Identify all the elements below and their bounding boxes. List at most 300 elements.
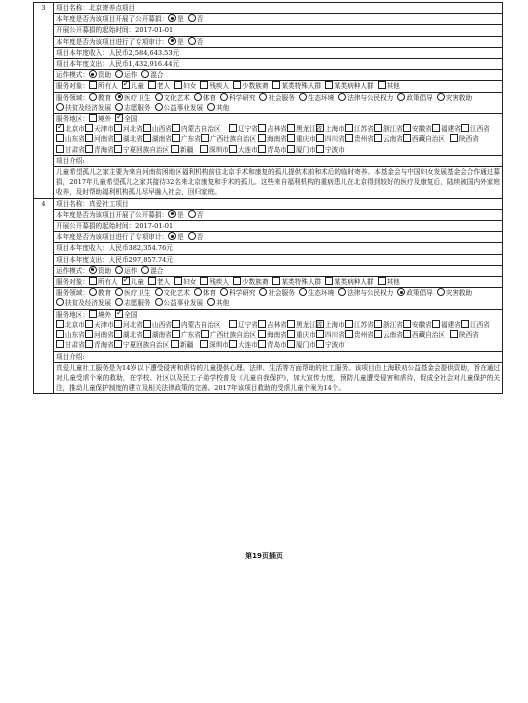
region-option[interactable] (287, 330, 316, 340)
checkbox-empty-icon[interactable] (432, 124, 440, 132)
checkbox-empty-icon[interactable] (143, 124, 151, 132)
checkbox-empty-icon[interactable] (403, 124, 411, 132)
checkbox-empty-icon[interactable] (258, 145, 266, 153)
radio-empty-icon[interactable] (299, 288, 307, 296)
checkbox-empty-icon[interactable] (200, 145, 208, 153)
radio-checked-icon[interactable] (115, 93, 123, 101)
radio-empty-icon[interactable] (259, 288, 267, 296)
public-fundraising-label: 本年度是否为该项目开展了公开募捐： (56, 210, 169, 219)
radio-empty-icon[interactable] (194, 288, 202, 296)
radio-empty-icon[interactable] (155, 93, 163, 101)
checkbox-empty-icon[interactable] (172, 330, 180, 338)
field-option[interactable] (397, 288, 432, 298)
radio-empty-icon[interactable] (259, 93, 267, 101)
field-option[interactable] (56, 103, 111, 113)
field-option-label: 法律与公民权力 (347, 93, 394, 102)
radio-empty-icon[interactable] (207, 298, 215, 306)
field-option[interactable] (338, 93, 393, 103)
field-option[interactable] (259, 93, 294, 103)
checkbox-empty-icon[interactable] (174, 81, 182, 89)
checkbox-empty-icon[interactable] (345, 134, 353, 142)
field-option[interactable] (259, 288, 294, 298)
checkbox-empty-icon[interactable] (316, 330, 324, 338)
field-option[interactable] (155, 103, 204, 113)
field-option[interactable] (89, 288, 111, 298)
region-option[interactable] (114, 320, 143, 330)
special-audit-yes[interactable] (168, 232, 184, 242)
radio-empty-icon[interactable] (115, 70, 123, 78)
target-option[interactable] (174, 81, 196, 91)
region-option[interactable] (201, 330, 258, 340)
region-option[interactable] (287, 134, 316, 144)
checkbox-empty-icon[interactable] (378, 81, 386, 89)
checkbox-empty-icon[interactable] (148, 277, 156, 285)
expense-value: 人民币1,432,916.44元 (108, 60, 180, 69)
radio-empty-icon[interactable] (56, 103, 64, 111)
radio-empty-icon[interactable] (194, 93, 202, 101)
field-option[interactable] (299, 288, 334, 298)
special-audit-yes[interactable] (168, 37, 184, 47)
checkbox-empty-icon[interactable] (287, 124, 295, 132)
region-option[interactable] (450, 330, 479, 340)
target-option-label: 妇女 (183, 278, 197, 287)
region-option[interactable] (287, 145, 316, 155)
region-option[interactable] (85, 320, 114, 330)
special-audit-no[interactable] (188, 37, 204, 47)
checkbox-empty-icon[interactable] (403, 330, 411, 338)
region-option[interactable] (171, 145, 200, 155)
target-option[interactable] (89, 277, 118, 287)
radio-empty-icon[interactable] (89, 288, 97, 296)
checkbox-empty-icon[interactable] (287, 320, 295, 328)
checkbox-empty-icon[interactable] (461, 320, 469, 328)
income-label: 项目本年度收入： (56, 48, 109, 57)
radio-empty-icon[interactable] (220, 288, 228, 296)
checkbox-empty-icon[interactable] (325, 81, 333, 89)
target-option[interactable] (272, 277, 321, 287)
radio-empty-icon[interactable] (437, 288, 445, 296)
checkbox-empty-icon[interactable] (432, 320, 440, 328)
target-option[interactable] (174, 277, 196, 287)
region-option[interactable] (461, 124, 490, 134)
region-option[interactable] (171, 340, 200, 350)
region-option[interactable] (403, 134, 450, 144)
region-option[interactable] (258, 340, 287, 350)
checkbox-empty-icon[interactable] (378, 277, 386, 285)
region-option[interactable] (229, 340, 258, 350)
public-fundraising-no-label: 否 (196, 210, 204, 219)
region-option-label: 宁夏回族自治区 (123, 341, 170, 350)
checkbox-empty-icon[interactable] (200, 81, 208, 89)
checkbox-empty-icon[interactable] (56, 145, 64, 153)
checkbox-empty-icon[interactable] (258, 330, 266, 338)
field-option-label: 社会服务 (268, 93, 295, 102)
region-option[interactable] (450, 134, 479, 144)
radio-empty-icon[interactable] (437, 93, 445, 101)
checkbox-empty-icon[interactable] (272, 81, 280, 89)
target-option[interactable] (272, 81, 321, 91)
checkbox-empty-icon[interactable] (89, 81, 97, 89)
field-option[interactable] (194, 288, 216, 298)
region-option[interactable] (85, 340, 114, 350)
field-option[interactable] (220, 93, 255, 103)
radio-empty-icon[interactable] (115, 103, 123, 111)
region-option[interactable] (258, 124, 287, 134)
radio-empty-icon[interactable] (89, 93, 97, 101)
checkbox-empty-icon[interactable] (200, 340, 208, 348)
region-option[interactable] (56, 124, 85, 134)
region-option[interactable] (316, 124, 345, 134)
checkbox-empty-icon[interactable] (345, 124, 353, 132)
checkbox-empty-icon[interactable] (287, 330, 295, 338)
checkbox-empty-icon[interactable] (114, 134, 122, 142)
special-audit-no[interactable] (188, 232, 204, 242)
field-option[interactable] (207, 298, 229, 308)
radio-checked-icon[interactable] (89, 70, 97, 78)
checkbox-empty-icon[interactable] (316, 320, 324, 328)
field-option[interactable] (115, 93, 150, 103)
region-option[interactable] (345, 320, 374, 330)
region-option[interactable] (432, 124, 461, 134)
region-option[interactable] (114, 134, 143, 144)
radio-empty-icon[interactable] (397, 93, 405, 101)
intro-label-row (54, 352, 502, 363)
scope-option[interactable] (89, 114, 111, 124)
field-option[interactable] (194, 93, 216, 103)
target-option[interactable] (148, 277, 170, 287)
radio-empty-icon[interactable] (155, 298, 163, 306)
region-option[interactable] (316, 145, 345, 155)
region-option[interactable] (114, 145, 171, 155)
region-option[interactable] (172, 320, 229, 330)
checkbox-empty-icon[interactable] (200, 277, 208, 285)
region-option[interactable] (258, 145, 287, 155)
region-option[interactable] (374, 320, 403, 330)
target-option[interactable] (89, 81, 118, 91)
public-fundraising-row (54, 210, 502, 221)
checkbox-empty-icon[interactable] (316, 124, 324, 132)
region-option[interactable] (461, 320, 490, 330)
region-option[interactable] (287, 320, 323, 330)
checkbox-empty-icon[interactable] (85, 320, 93, 328)
target-option[interactable] (122, 81, 144, 91)
income-row (54, 48, 502, 59)
region-option-label: 天津市 (94, 125, 114, 134)
checkbox-empty-icon[interactable] (272, 277, 280, 285)
radio-empty-icon[interactable] (56, 298, 64, 306)
radio-checked-icon[interactable] (168, 14, 176, 22)
checkbox-empty-icon[interactable] (172, 320, 180, 328)
checkbox-empty-icon[interactable] (287, 134, 295, 142)
field-option[interactable] (155, 288, 190, 298)
checkbox-checked-icon[interactable] (122, 277, 130, 285)
region-option[interactable] (374, 124, 403, 134)
radio-empty-icon[interactable] (188, 232, 196, 240)
checkbox-empty-icon[interactable] (450, 134, 458, 142)
public-fundraising-yes[interactable] (168, 210, 184, 220)
public-fundraising-no[interactable] (188, 210, 204, 220)
checkbox-empty-icon[interactable] (56, 340, 64, 348)
region-option[interactable] (316, 320, 345, 330)
checkbox-empty-icon[interactable] (85, 124, 93, 132)
radio-empty-icon[interactable] (220, 93, 228, 101)
region-option[interactable] (374, 330, 403, 340)
region-option[interactable] (114, 330, 143, 340)
region-option[interactable] (403, 320, 432, 330)
region-option[interactable] (143, 330, 172, 340)
public-fundraising-yes[interactable] (168, 14, 184, 24)
start-date-row (54, 221, 502, 232)
radio-empty-icon[interactable] (115, 288, 123, 296)
region-option-label: 新疆 (180, 341, 194, 350)
checkbox-empty-icon[interactable] (316, 134, 324, 142)
scope-option[interactable] (115, 310, 137, 320)
field-option[interactable] (207, 103, 229, 113)
checkbox-empty-icon[interactable] (258, 134, 266, 142)
field-option[interactable] (56, 298, 111, 308)
checkbox-checked-icon[interactable] (56, 124, 64, 132)
region-option[interactable] (287, 340, 316, 350)
region-option[interactable] (85, 134, 114, 144)
field-option-label: 科学研究 (229, 289, 256, 298)
mode-option[interactable] (141, 70, 163, 80)
target-option[interactable] (233, 277, 268, 287)
field-option[interactable] (437, 93, 472, 103)
checkbox-empty-icon[interactable] (172, 124, 180, 132)
checkbox-empty-icon[interactable] (287, 145, 295, 153)
region-option[interactable] (143, 320, 172, 330)
region-option[interactable] (56, 340, 85, 350)
checkbox-empty-icon[interactable] (229, 340, 237, 348)
radio-checked-icon[interactable] (168, 232, 176, 240)
checkbox-empty-icon[interactable] (374, 134, 382, 142)
checkbox-empty-icon[interactable] (287, 340, 295, 348)
region-option[interactable] (172, 330, 201, 340)
checkbox-empty-icon[interactable] (85, 340, 93, 348)
region-option[interactable] (403, 330, 450, 340)
checkbox-empty-icon[interactable] (201, 134, 209, 142)
checkbox-empty-icon[interactable] (56, 330, 64, 338)
region-option[interactable] (85, 124, 114, 134)
checkbox-empty-icon[interactable] (325, 277, 333, 285)
checkbox-empty-icon[interactable] (114, 145, 122, 153)
region-option[interactable] (200, 145, 229, 155)
checkbox-empty-icon[interactable] (89, 310, 97, 318)
region-option[interactable] (345, 124, 374, 134)
checkbox-empty-icon[interactable] (201, 330, 209, 338)
scope-option-label: 全国 (124, 115, 138, 124)
region-option[interactable] (114, 124, 143, 134)
checkbox-empty-icon[interactable] (345, 320, 353, 328)
checkbox-empty-icon[interactable] (316, 145, 324, 153)
checkbox-empty-icon[interactable] (143, 134, 151, 142)
region-option[interactable] (172, 124, 229, 134)
checkbox-empty-icon[interactable] (171, 340, 179, 348)
field-option[interactable] (220, 288, 255, 298)
region-option[interactable] (258, 320, 287, 330)
region-option[interactable] (229, 145, 258, 155)
checkbox-empty-icon[interactable] (114, 320, 122, 328)
radio-empty-icon[interactable] (155, 103, 163, 111)
checkbox-empty-icon[interactable] (374, 320, 382, 328)
target-option[interactable] (200, 277, 229, 287)
target-option-label: 儿童 (130, 82, 144, 91)
checkbox-empty-icon[interactable] (258, 340, 266, 348)
mode-option[interactable] (89, 266, 111, 276)
region-option[interactable] (229, 320, 258, 330)
scope-option[interactable] (115, 114, 137, 124)
checkbox-empty-icon[interactable] (345, 330, 353, 338)
checkbox-empty-icon[interactable] (85, 134, 93, 142)
region-option[interactable] (316, 134, 345, 144)
field-option[interactable] (299, 93, 334, 103)
target-option[interactable] (200, 81, 229, 91)
mode-option-label: 混合 (150, 71, 164, 80)
region-option[interactable] (432, 320, 461, 330)
checkbox-empty-icon[interactable] (148, 81, 156, 89)
region-option-label: 海南省 (267, 331, 287, 340)
field-option[interactable] (155, 93, 190, 103)
checkbox-empty-icon[interactable] (89, 114, 97, 122)
checkbox-checked-icon[interactable] (115, 310, 123, 318)
checkbox-empty-icon[interactable] (174, 277, 182, 285)
region-option-label: 贵州省 (354, 331, 374, 340)
checkbox-empty-icon[interactable] (403, 134, 411, 142)
field-option[interactable] (397, 93, 432, 103)
region-option-label: 云南省 (383, 331, 403, 340)
radio-empty-icon[interactable] (141, 266, 149, 274)
region-option[interactable] (85, 330, 114, 340)
checkbox-empty-icon[interactable] (461, 124, 469, 132)
checkbox-empty-icon[interactable] (114, 340, 122, 348)
checkbox-empty-icon[interactable] (85, 145, 93, 153)
scope-option[interactable] (89, 310, 111, 320)
region-option[interactable] (403, 124, 432, 134)
checkbox-checked-icon[interactable] (122, 81, 130, 89)
checkbox-empty-icon[interactable] (56, 134, 64, 142)
radio-empty-icon[interactable] (188, 210, 196, 218)
checkbox-empty-icon[interactable] (114, 124, 122, 132)
checkbox-empty-icon[interactable] (56, 320, 64, 328)
region-option[interactable] (143, 124, 172, 134)
region-option[interactable] (201, 134, 258, 144)
radio-checked-icon[interactable] (168, 37, 176, 45)
region-option-label: 湖北省 (123, 331, 143, 340)
checkbox-empty-icon[interactable] (85, 330, 93, 338)
radio-empty-icon[interactable] (188, 37, 196, 45)
checkbox-empty-icon[interactable] (233, 81, 241, 89)
region-option-label: 四川省 (325, 331, 345, 340)
radio-empty-icon[interactable] (338, 288, 346, 296)
radio-empty-icon[interactable] (338, 93, 346, 101)
field-option[interactable] (155, 298, 204, 308)
radio-empty-icon[interactable] (188, 14, 196, 22)
radio-empty-icon[interactable] (141, 70, 149, 78)
target-option[interactable] (378, 81, 400, 91)
region-option[interactable] (56, 145, 85, 155)
checkbox-empty-icon[interactable] (403, 320, 411, 328)
region-option-label: 上海市 (325, 125, 345, 134)
checkbox-checked-icon[interactable] (115, 114, 123, 122)
region-option[interactable] (56, 134, 85, 144)
region-option[interactable] (316, 330, 345, 340)
start-date-value: 2017-01-01 (135, 26, 174, 35)
checkbox-empty-icon[interactable] (172, 134, 180, 142)
intro-label: 项目介绍: (56, 156, 85, 165)
radio-empty-icon[interactable] (299, 93, 307, 101)
checkbox-empty-icon[interactable] (89, 277, 97, 285)
region-option[interactable] (258, 330, 287, 340)
region-option[interactable] (229, 124, 258, 134)
region-option-label: 青岛市 (267, 145, 287, 154)
radio-empty-icon[interactable] (155, 288, 163, 296)
field-option[interactable] (437, 288, 472, 298)
radio-empty-icon[interactable] (207, 103, 215, 111)
checkbox-empty-icon[interactable] (316, 340, 324, 348)
region-option[interactable] (114, 340, 171, 350)
region-option[interactable] (85, 145, 114, 155)
checkbox-empty-icon[interactable] (229, 124, 237, 132)
checkbox-empty-icon[interactable] (450, 330, 458, 338)
checkbox-empty-icon[interactable] (143, 330, 151, 338)
region-option[interactable] (345, 330, 374, 340)
checkbox-empty-icon[interactable] (374, 124, 382, 132)
target-option-label: 少数族裔 (242, 82, 269, 91)
region-option[interactable] (374, 134, 403, 144)
checkbox-empty-icon[interactable] (114, 330, 122, 338)
checkbox-empty-icon[interactable] (229, 145, 237, 153)
region-option-label: 贵州省 (354, 135, 374, 144)
target-option[interactable] (148, 81, 170, 91)
field-option[interactable] (115, 288, 150, 298)
region-option[interactable] (345, 134, 374, 144)
region-option[interactable] (56, 320, 85, 330)
radio-checked-icon[interactable] (168, 210, 176, 218)
checkbox-empty-icon[interactable] (258, 124, 266, 132)
radio-empty-icon[interactable] (115, 298, 123, 306)
region-option[interactable] (172, 134, 201, 144)
public-fundraising-row (54, 14, 502, 25)
region-option[interactable] (200, 340, 229, 350)
checkbox-empty-icon[interactable] (143, 320, 151, 328)
region-option[interactable] (287, 124, 323, 134)
checkbox-empty-icon[interactable] (229, 320, 237, 328)
mode-option[interactable] (141, 266, 163, 276)
radio-checked-icon[interactable] (397, 288, 405, 296)
target-option[interactable] (325, 81, 374, 91)
region-option[interactable] (56, 330, 85, 340)
mode-option[interactable] (89, 70, 111, 80)
checkbox-empty-icon[interactable] (374, 330, 382, 338)
region-option[interactable] (143, 134, 172, 144)
region-option-label: 河南省 (94, 331, 114, 340)
field-option[interactable] (89, 93, 111, 103)
public-fundraising-no[interactable] (188, 14, 204, 24)
radio-checked-icon[interactable] (89, 266, 97, 274)
field-option[interactable] (338, 288, 393, 298)
target-option[interactable] (233, 81, 268, 91)
checkbox-empty-icon[interactable] (233, 277, 241, 285)
region-option[interactable] (316, 340, 345, 350)
target-option[interactable] (378, 277, 400, 287)
radio-empty-icon[interactable] (115, 266, 123, 274)
project-name-label: 项目名称： (56, 4, 89, 12)
target-option[interactable] (122, 277, 144, 287)
checkbox-empty-icon[interactable] (171, 145, 179, 153)
region-option[interactable] (258, 134, 287, 144)
target-option[interactable] (325, 277, 374, 287)
checkbox-empty-icon[interactable] (258, 320, 266, 328)
